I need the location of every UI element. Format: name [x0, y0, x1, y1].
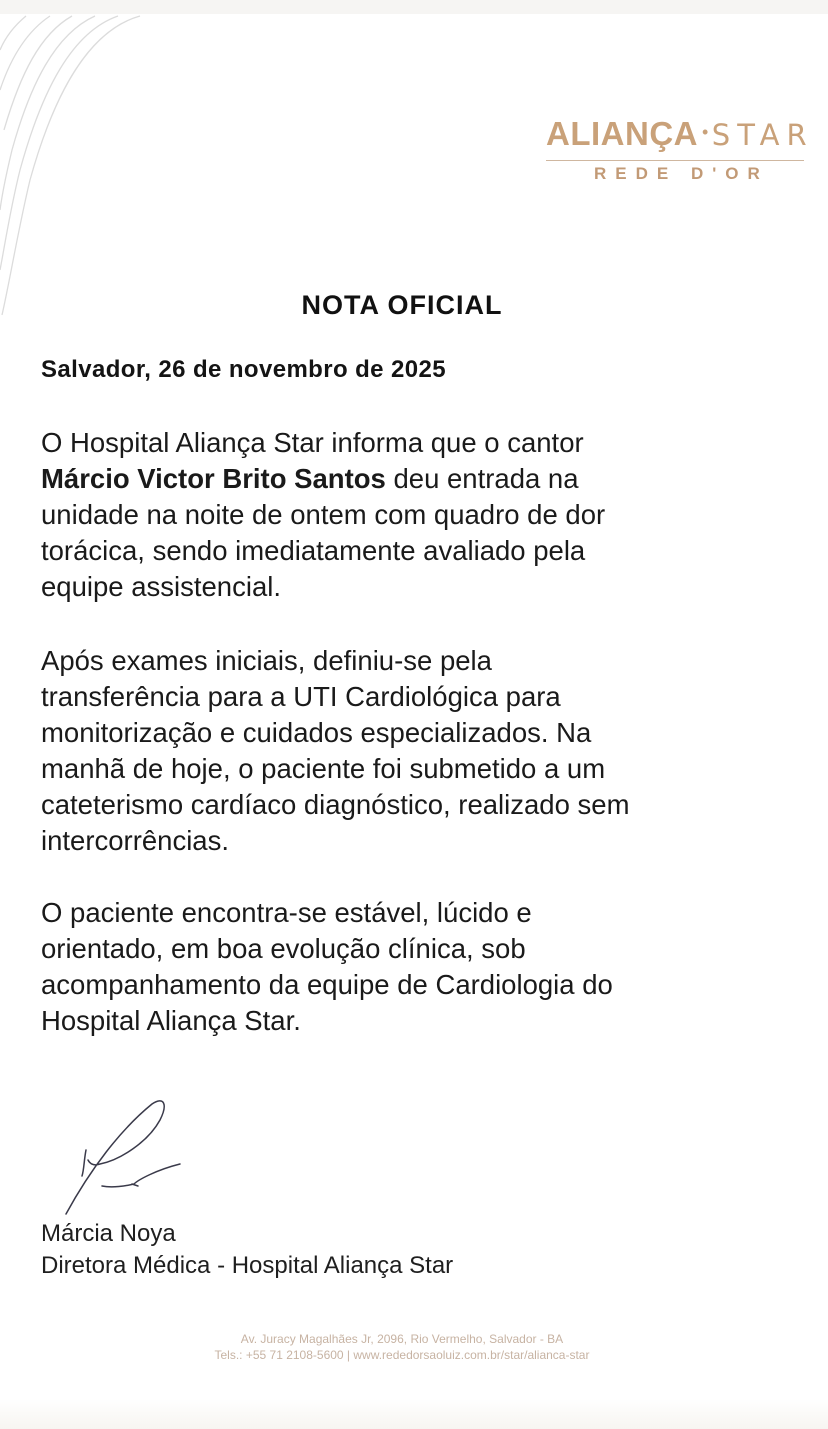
paragraph-line: intercorrências.	[41, 825, 229, 856]
signature-icon	[60, 1090, 190, 1220]
paragraph-line: manhã de hoje, o paciente foi submetido a um	[41, 753, 606, 784]
paragraph-procedure	[41, 643, 801, 859]
paragraph-line: Hospital Aliança Star.	[41, 1005, 301, 1036]
footer	[0, 1331, 804, 1363]
decorative-curves-icon	[0, 0, 160, 330]
document-title: NOTA OFICIAL	[301, 290, 503, 320]
signer-role: Diretora Médica - Hospital Aliança Star	[41, 1252, 454, 1279]
footer-contact: Tels.: +55 71 2108-5600 | www.rededorsaoluiz.com.br/star/alianca-star	[214, 1348, 590, 1362]
paragraph-line: unidade na noite de ontem com quadro de dor	[41, 499, 606, 530]
paragraph-line: acompanhamento da equipe de Cardiologia do	[41, 969, 613, 1000]
patient-name: Márcio Victor Brito Santos	[41, 463, 386, 494]
bottom-edge	[0, 1399, 828, 1429]
logo-separator: •	[701, 122, 709, 142]
logo-subtitle: REDE D'OR	[594, 164, 769, 183]
paragraph-status	[41, 895, 801, 1039]
logo-brand-right: STAR	[711, 118, 814, 152]
signer-name: Márcia Noya	[41, 1220, 176, 1247]
brand-logo	[546, 115, 814, 184]
paragraph-line: O Hospital Aliança Star informa que o cantor	[41, 427, 584, 458]
paragraph-line: Após exames iniciais, definiu-se pela	[41, 645, 492, 676]
paragraph-line: equipe assistencial.	[41, 571, 282, 602]
paragraph-line: torácica, sendo imediatamente avaliado pela	[41, 535, 586, 566]
paragraph-line: transferência para a UTI Cardiológica para	[41, 681, 561, 712]
logo-brand-left: ALIANÇA	[546, 115, 698, 152]
paragraph-line: Márcio Victor Brito Santos deu entrada na	[41, 463, 579, 494]
paragraph-line: orientado, em boa evolução clínica, sob	[41, 933, 526, 964]
date-line: Salvador, 26 de novembro de 2025	[41, 356, 446, 383]
logo-divider	[546, 160, 804, 161]
paragraph-admission	[41, 425, 801, 605]
signer-block	[41, 1218, 453, 1282]
paragraph-line: monitorização e cuidados especializados. Na	[41, 717, 592, 748]
footer-address: Av. Juracy Magalhães Jr, 2096, Rio Vermelho, Salvador - BA	[240, 1332, 564, 1346]
paragraph-line: O paciente encontra-se estável, lúcido e	[41, 897, 532, 928]
paragraph-line: cateterismo cardíaco diagnóstico, realizado sem	[41, 789, 630, 820]
